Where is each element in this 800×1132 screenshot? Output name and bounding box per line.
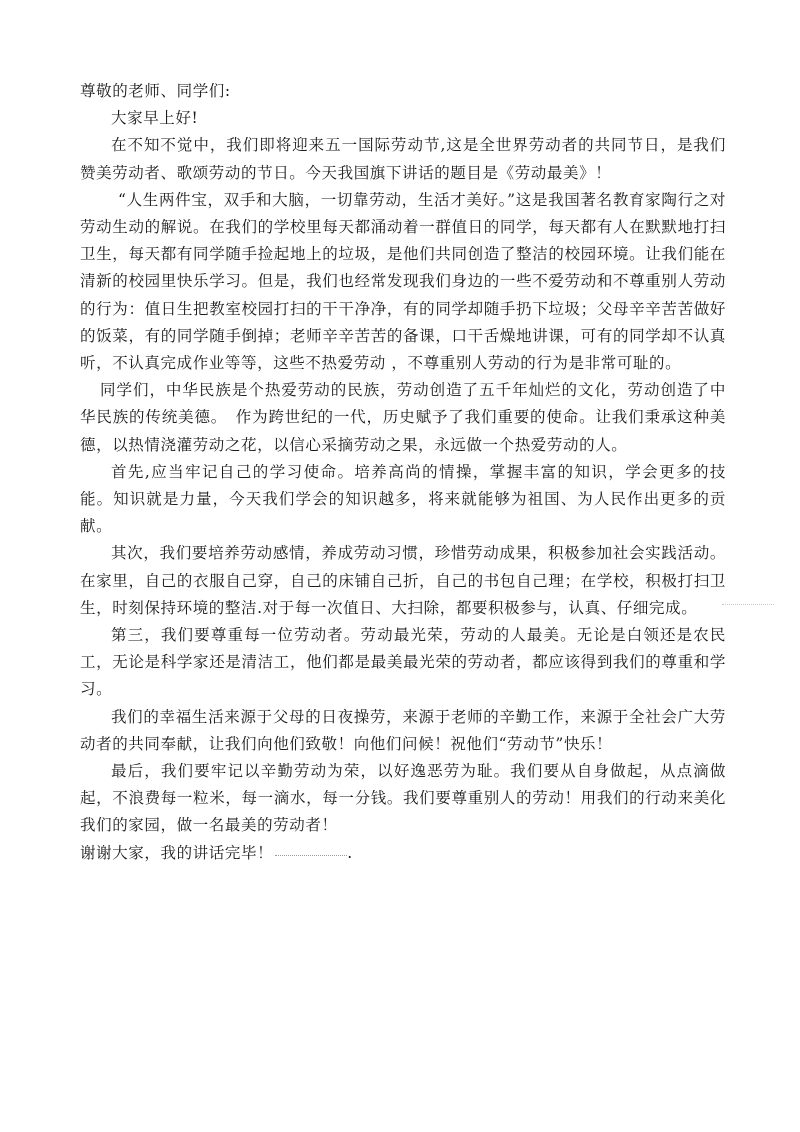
closing-text: 谢谢大家，我的讲话完毕！: [80, 843, 274, 862]
end-period: .: [347, 843, 353, 862]
greeting: 尊敬的老师、同学们:: [80, 82, 231, 100]
paragraph-opening: 大家早上好!: [111, 109, 199, 128]
dotted-leader: [275, 855, 347, 856]
closing-line: [80, 840, 726, 867]
paragraph-third: 第三，我们要尊重每一位劳动者。劳动最光荣，劳动的人最美。无论是白领还是农民工，无论是科学家还是清洁工，他们都是最美最光荣的劳动者，都应该得到我们的尊重和学习。: [80, 626, 726, 699]
dotted-line-decoration: [722, 604, 774, 605]
paragraph-finally: 最后，我们要牢记以辛勤劳动为荣，以好逸恶劳为耻。我们要从自身做起，从点滴做起，不浪费每一粒米，每一滴水，每一分钱。我们要尊重别人的劳动！用我们的行动来美化我们的家园，做一名最美的劳动者！: [80, 762, 726, 835]
speech-document: [80, 78, 726, 867]
paragraph-intro: 在不知不觉中，我们即将迎来五一国际劳动节,这是全世界劳动者的共同节日，是我们赞美劳动者、歌颂劳动的节日。今天我国旗下讲话的题目是《劳动最美》！: [80, 136, 726, 182]
paragraph-first: 首先,应当牢记自己的学习使命。培养高尚的情操，掌握丰富的知识，学会更多的技能。知识就是力量，今天我们学会的知识越多，将来就能够为祖国、为人民作出更多的贡献。: [80, 462, 726, 536]
paragraph-quote: “人生两件宝，双手和大脑，一切靠劳动，生活才美好。”这是我国著名教育家陶行之对劳动生动的解说。在我们的学校里每天都涌动着一群值日的同学，每天都有人在默默地打扫卫生，每天都有同学随手捡起地上的垃圾，是他们共同创造了整洁的校园环境。让我们能在清新的校园里快乐学习。但是，我们也经常发现我们身边的一些不爱劳动和不尊重别人劳动的行为：值日生把教室校园打扫的干干净净，有的同学却随手扔下垃圾；父母辛辛苦苦做好的饭菜，有的同学随手倒掉；老师辛辛苦苦的备课，口干舌燥地讲课，可有的同学却不认真听，不认真完成作业等等，这些不热爱劳动 ，不尊重别人劳动的行为是非常可耻的。: [80, 190, 726, 373]
paragraph-gratitude: 我们的幸福生活来源于父母的日夜操劳，来源于老师的辛勤工作，来源于全社会广大劳动者的共同奉献，让我们向他们致敬！向他们问候！祝他们“劳动节”快乐！: [80, 707, 726, 753]
paragraph-second: 其次，我们要培养劳动感情，养成劳动习惯，珍惜劳动成果，积极参加社会实践活动。在家里，自己的衣服自己穿，自己的床铺自己折，自己的书包自己理；在学校，积极打扫卫生，时刻保持环境的整洁.对于每一次值日、大扫除，都要积极参与，认真、仔细完成。: [80, 544, 726, 617]
paragraph-nation: 同学们，中华民族是个热爱劳动的民族，劳动创造了五千年灿烂的文化，劳动创造了中华民族的传统美德。 作为跨世纪的一代，历史赋予了我们重要的使命。让我们秉承这种美德，以热情浇灌劳动之花，以信心采摘劳动之果，永远做一个热爱劳动的人。: [80, 381, 726, 454]
